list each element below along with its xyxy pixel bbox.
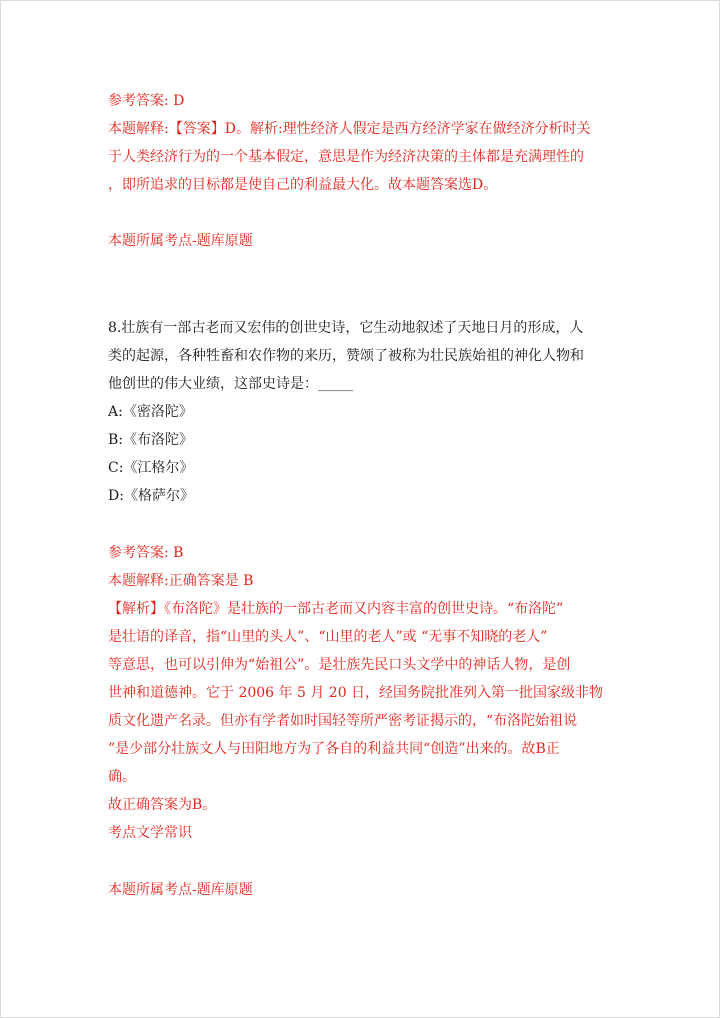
analysis-line: 确。 <box>108 769 136 785</box>
analysis-line: 质文化遗产名录。但亦有学者如时国轻等所严密考证揭示的，“布洛陀始祖说 <box>108 713 578 729</box>
topic-line: 考点文学常识 <box>108 825 192 841</box>
explanation-lead: 本题解释:正确答案是 B <box>108 573 254 589</box>
explanation-line: 于人类经济行为的一个基本假定，意思是作为经济决策的主体都是充满理性的 <box>108 149 584 165</box>
question-stem-line: 类的起源，各种牲畜和农作物的来历，赞颂了被称为壮民族始祖的神化人物和 <box>108 348 584 364</box>
conclusion-line: 故正确答案为B。 <box>108 797 217 813</box>
analysis-line: 等意思，也可以引伸为“始祖公”。是壮族先民口头文学中的神话人物，是创 <box>108 657 571 673</box>
analysis-line: 【解析】《布洛陀》是壮族的一部古老而又内容丰富的创世史诗。“布洛陀” <box>108 601 564 617</box>
source-line-2: 本题所属考点-题库原题 <box>108 882 253 898</box>
question-stem-line: 8.壮族有一部古老而又宏伟的创世史诗，它生动地叙述了天地日月的形成，人 <box>108 320 584 336</box>
analysis-line: 世神和道德神。它于 2006 年 5 月 20 日，经国务院批准列入第一批国家级非物 <box>108 685 604 701</box>
analysis-line: ”是少部分壮族文人与田阳地方为了各自的利益共同“创造”出来的。故B正 <box>108 741 560 757</box>
source-line-1: 本题所属考点-题库原题 <box>108 233 253 249</box>
analysis-line: 是壮语的译音，指“山里的头人”、“山里的老人”或 “无事不知晓的老人” <box>108 629 548 645</box>
option-c: C:《江格尔》 <box>108 460 194 476</box>
option-b: B:《布洛陀》 <box>108 432 194 448</box>
answer-line-2: 参考答案: B <box>108 545 184 561</box>
explanation-line: ，即所追求的目标都是使自己的利益最大化。故本题答案选D。 <box>108 177 498 193</box>
option-d: D:《格萨尔》 <box>108 488 194 504</box>
answer-line-1: 参考答案: D <box>108 93 185 109</box>
option-a: A:《密洛陀》 <box>108 404 193 420</box>
question-stem-line: 他创世的伟大业绩，这部史诗是：_____ <box>108 376 353 392</box>
explanation-line: 本题解释:【答案】D。解析:理性经济人假定是西方经济学家在做经济分析时关 <box>108 121 591 137</box>
